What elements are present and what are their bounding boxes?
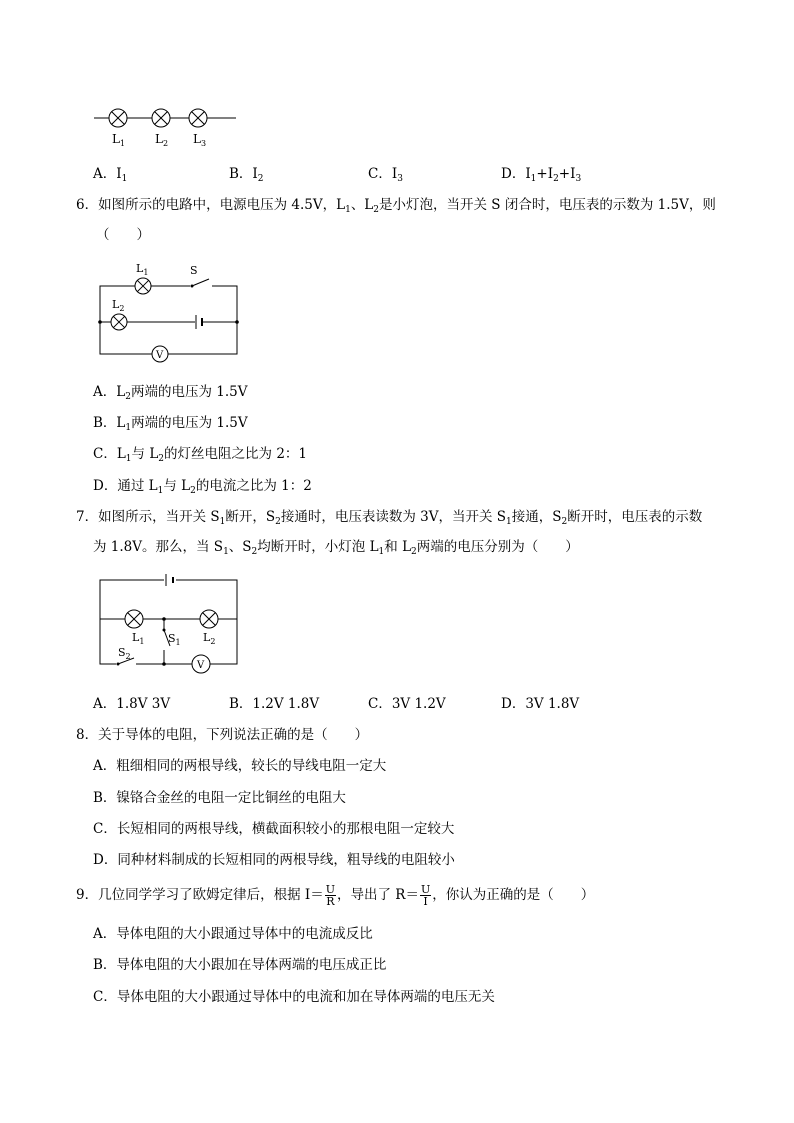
option-d[interactable]: D．$I_1+I_2+I_3$ <box>501 166 582 184</box>
fraction-u-over-i: $\frac{U}{I}$ <box>420 883 431 908</box>
lamp-l1-label: $L_1$ <box>132 631 145 646</box>
voltmeter-icon <box>152 346 168 362</box>
q6-option-d[interactable]: D．通过 $L_1$与 $L_2$的电流之比为 1：2 <box>93 478 312 496</box>
switch-s1-label: $S_1$ <box>168 632 181 647</box>
switch-label: S <box>190 264 198 277</box>
q7-options <box>93 695 693 713</box>
q6-circuit-diagram <box>94 258 244 363</box>
q9-option-a[interactable]: A．导体电阻的大小跟通过导体中的电流成反比 <box>93 926 373 942</box>
q6-stem: 6．如图所示的电路中，电源电压为 4.5V，$L_1$、$L_2$是小灯泡，当开关 S 闭合时，电压表的示数为 1.5V，则 <box>76 197 716 215</box>
q6-answer-blank: （ ） <box>96 227 150 243</box>
q7-circuit-diagram <box>94 570 244 680</box>
q7-stem-line1: 7．如图所示，当开关 $S_1$断开，$S_2$接通时，电压表读数为 3V，当开关 $S_1$接通，$S_2$断开时，电压表的示数 <box>76 509 703 527</box>
q7-stem-line2: 为 1.8V。那么，当 $S_1$、$S_2$均断开时，小灯泡 $L_1$和 $L_2$两端的电压分别为（ ） <box>93 539 579 557</box>
q8-option-c[interactable]: C．长短相同的两根导线，横截面积较小的那根电阻一定较大 <box>93 821 455 837</box>
svg-text:V: V <box>156 350 164 361</box>
lamp-l2-label: $L_2$ <box>112 298 125 313</box>
q9-option-c[interactable]: C．导体电阻的大小跟通过导体中的电流和加在导体两端的电压无关 <box>93 989 495 1005</box>
lamp-l2-icon <box>111 314 127 330</box>
option-d[interactable]: D．3V 1.8V <box>501 696 580 712</box>
lamp-label: $L_1$ <box>112 132 126 148</box>
lamp-l2-label: $L_2$ <box>203 631 216 646</box>
lamp-l1-icon <box>109 109 127 127</box>
voltmeter-icon <box>192 655 210 673</box>
lamp-label: $L_3$ <box>193 132 207 148</box>
svg-text:V: V <box>197 660 205 671</box>
option-a[interactable]: A．1.8V 3V <box>93 696 171 712</box>
q8-option-a[interactable]: A．粗细相同的两根导线，较长的导线电阻一定大 <box>93 758 387 774</box>
q6-option-a[interactable]: A．$L_2$两端的电压为 1.5V <box>93 384 248 402</box>
switch-s2-label: $S_2$ <box>118 646 131 661</box>
switch-s-icon <box>190 279 212 290</box>
lamp-label: $L_2$ <box>155 132 169 148</box>
series-lamps-diagram <box>90 100 250 150</box>
lamp-l1-icon <box>135 278 151 294</box>
battery-icon <box>164 573 176 587</box>
q8-option-d[interactable]: D．同种材料制成的长短相同的两根导线，粗导线的电阻较小 <box>93 852 455 868</box>
lamp-l1-label: $L_1$ <box>136 262 149 277</box>
option-c[interactable]: C．3V 1.2V <box>368 696 446 712</box>
q8-option-b[interactable]: B．镍铬合金丝的电阻一定比铜丝的电阻大 <box>93 790 346 806</box>
q8-stem: 8．关于导体的电阻，下列说法正确的是（ ） <box>76 727 369 743</box>
option-b[interactable]: B．1.2V 1.8V <box>229 696 320 712</box>
q5-options <box>93 165 693 183</box>
lamp-l3-icon <box>189 109 207 127</box>
option-b[interactable]: B．$I_2$ <box>229 166 264 184</box>
q6-option-c[interactable]: C．$L_1$与 $L_2$的灯丝电阻之比为 2：1 <box>93 446 308 464</box>
q6-option-b[interactable]: B．$L_1$两端的电压为 1.5V <box>93 415 248 433</box>
q9-stem: 9．几位同学学习了欧姆定律后，根据 I＝ $\frac{U}{R}$ ，导出了 R＝ $\frac{U}{I}$ ，你认为正确的是（ ） <box>76 883 595 908</box>
q9-option-b[interactable]: B．导体电阻的大小跟加在导体两端的电压成正比 <box>93 957 387 973</box>
option-a[interactable]: A．$I_1$ <box>93 166 128 184</box>
fraction-u-over-r: $\frac{U}{R}$ <box>325 883 335 908</box>
battery-icon <box>195 314 203 330</box>
lamp-l1-icon <box>125 610 143 628</box>
option-c[interactable]: C．$I_3$ <box>368 166 403 184</box>
lamp-l2-icon <box>152 109 170 127</box>
lamp-l2-icon <box>200 610 218 628</box>
